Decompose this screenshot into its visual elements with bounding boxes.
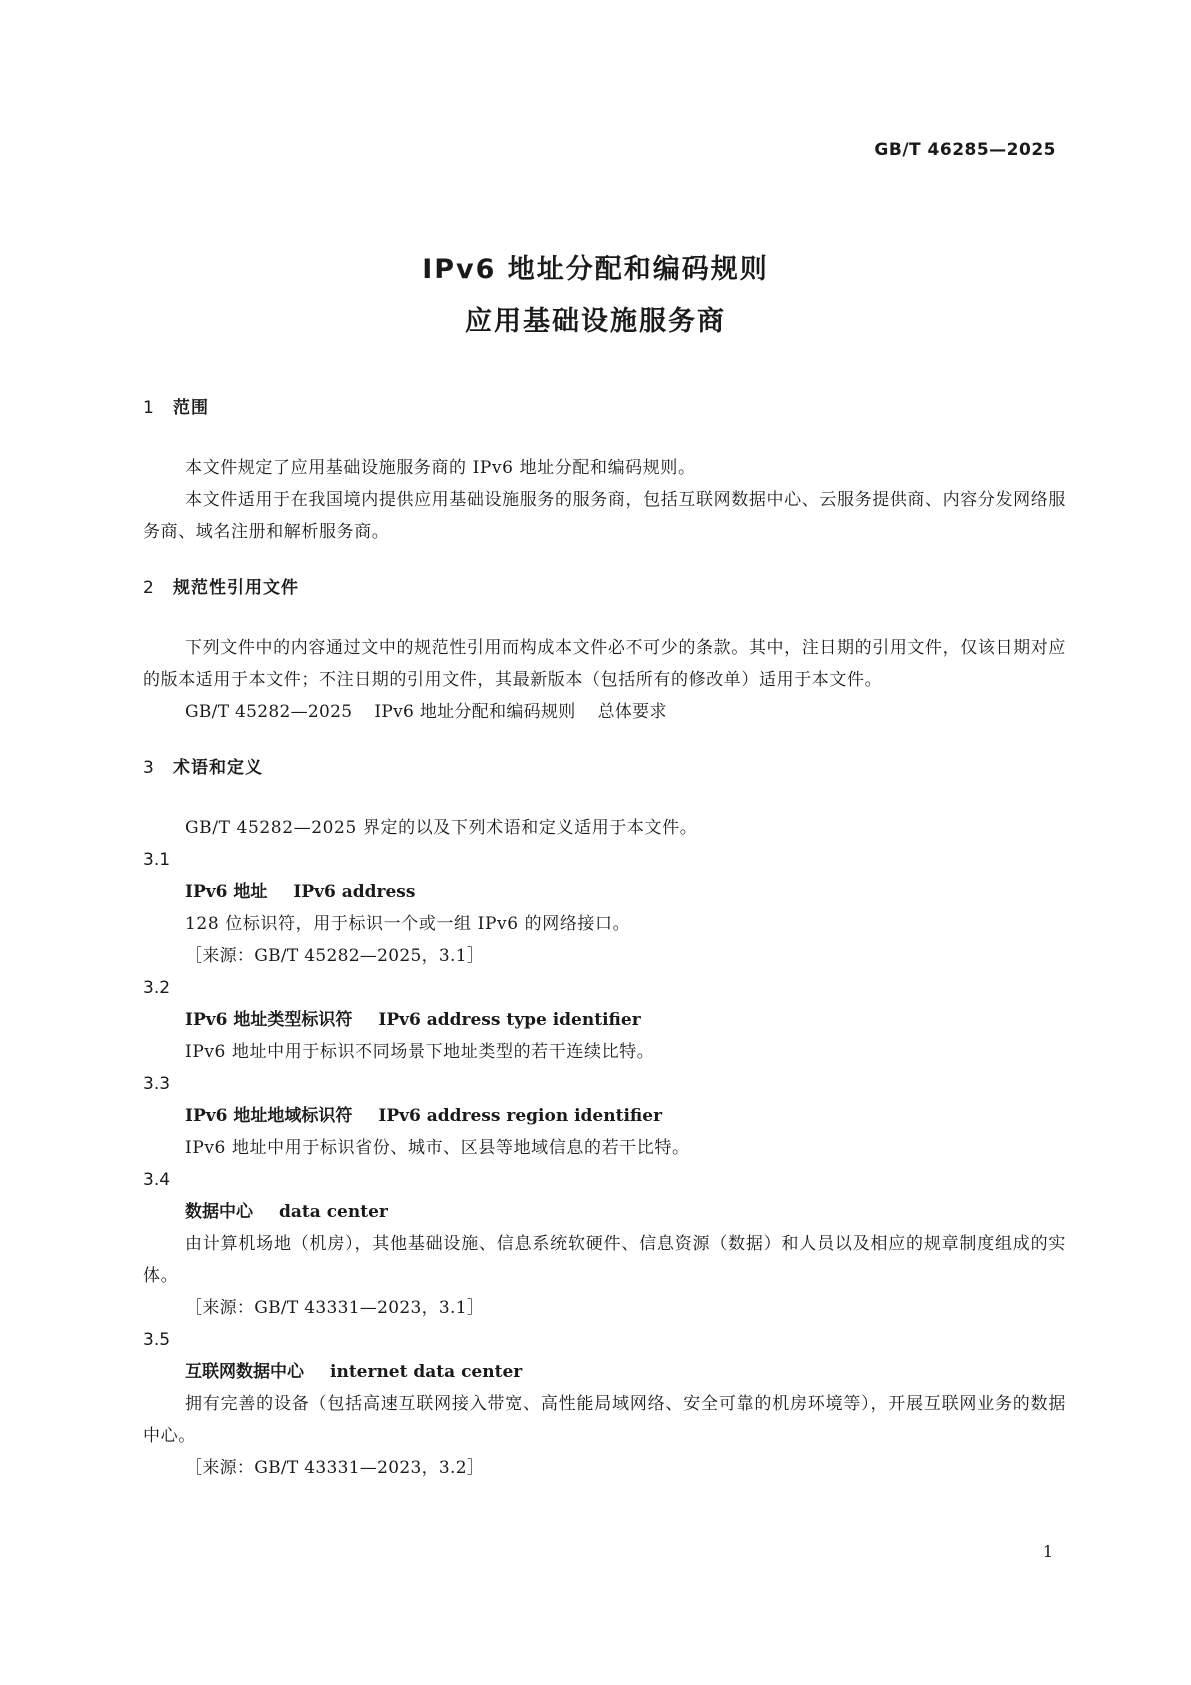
term-name xyxy=(143,1196,1066,1228)
page-number: 1 xyxy=(1042,1542,1053,1561)
term-source: ［来源：GB/T 45282—2025，3.1］ xyxy=(185,946,485,966)
term-name xyxy=(143,876,1066,908)
section-1-title: 范围 xyxy=(173,398,209,418)
term-name-zh: IPv6 地址地域标识符 xyxy=(185,1106,353,1126)
term-number: 3.1 xyxy=(143,850,171,870)
term-definition: IPv6 地址中用于标识省份、城市、区县等地域信息的若干比特。 xyxy=(185,1138,690,1158)
standard-code: GB/T 46285—2025 xyxy=(874,140,1056,160)
section-2-title: 规范性引用文件 xyxy=(173,578,299,598)
term-name-zh: 互联网数据中心 xyxy=(185,1362,304,1382)
section-2-number: 2 xyxy=(143,578,155,598)
section-3-heading xyxy=(143,752,1066,784)
reference-subtitle: 总体要求 xyxy=(597,702,667,722)
term-name-en: IPv6 address type identifier xyxy=(378,1010,641,1030)
section-1-number: 1 xyxy=(143,398,155,418)
reference-code: GB/T 45282—2025 xyxy=(185,702,353,722)
term-name-zh: 数据中心 xyxy=(185,1202,253,1222)
section-2-paragraph-1: 下列文件中的内容通过文中的规范性引用而构成本文件必不可少的条款。其中，注日期的引用文件，仅该日期对应的版本适用于本文件；不注日期的引用文件，其最新版本（包括所有的修改单）适用于本文件。 xyxy=(143,638,1066,690)
section-3-number: 3 xyxy=(143,758,155,778)
section-1-paragraph-2: 本文件适用于在我国境内提供应用基础设施服务的服务商，包括互联网数据中心、云服务提供商、内容分发网络服务商、域名注册和解析服务商。 xyxy=(143,490,1066,542)
section-1-paragraph-1: 本文件规定了应用基础设施服务商的 IPv6 地址分配和编码规则。 xyxy=(185,458,696,478)
term-number: 3.2 xyxy=(143,978,171,998)
section-1-heading xyxy=(143,392,1066,424)
section-2-heading xyxy=(143,572,1066,604)
section-3-title: 术语和定义 xyxy=(173,758,263,778)
term-name xyxy=(143,1100,1066,1132)
document-body xyxy=(143,392,1066,1484)
term-name-en: IPv6 address xyxy=(293,882,416,902)
term-definition: 128 位标识符，用于标识一个或一组 IPv6 的网络接口。 xyxy=(185,914,631,934)
term-source: ［来源：GB/T 43331—2023，3.2］ xyxy=(185,1458,485,1478)
reference-title: IPv6 地址分配和编码规则 xyxy=(374,702,576,722)
term-number: 3.4 xyxy=(143,1170,171,1190)
section-3-intro: GB/T 45282—2025 界定的以及下列术语和定义适用于本文件。 xyxy=(185,818,698,838)
normative-reference xyxy=(143,696,1066,728)
term-number: 3.5 xyxy=(143,1330,171,1350)
term-name-en: IPv6 address region identifier xyxy=(378,1106,663,1126)
term-name-zh: IPv6 地址类型标识符 xyxy=(185,1010,353,1030)
term-source: ［来源：GB/T 43331—2023，3.1］ xyxy=(185,1298,485,1318)
term-definition: IPv6 地址中用于标识不同场景下地址类型的若干连续比特。 xyxy=(185,1042,655,1062)
term-name-en: data center xyxy=(279,1202,388,1222)
term-definition: 由计算机场地（机房），其他基础设施、信息系统软硬件、信息资源（数据）和人员以及相应的规章制度组成的实体。 xyxy=(143,1234,1066,1286)
term-name xyxy=(143,1356,1066,1388)
title-line-2: 应用基础设施服务商 xyxy=(465,306,726,337)
title-line-1: IPv6 地址分配和编码规则 xyxy=(422,254,769,285)
term-number: 3.3 xyxy=(143,1074,171,1094)
term-name xyxy=(143,1004,1066,1036)
term-name-en: internet data center xyxy=(330,1362,523,1382)
document-title xyxy=(0,244,1191,348)
term-definition: 拥有完善的设备（包括高速互联网接入带宽、高性能局域网络、安全可靠的机房环境等），开展互联网业务的数据中心。 xyxy=(143,1394,1066,1446)
term-name-zh: IPv6 地址 xyxy=(185,882,268,902)
